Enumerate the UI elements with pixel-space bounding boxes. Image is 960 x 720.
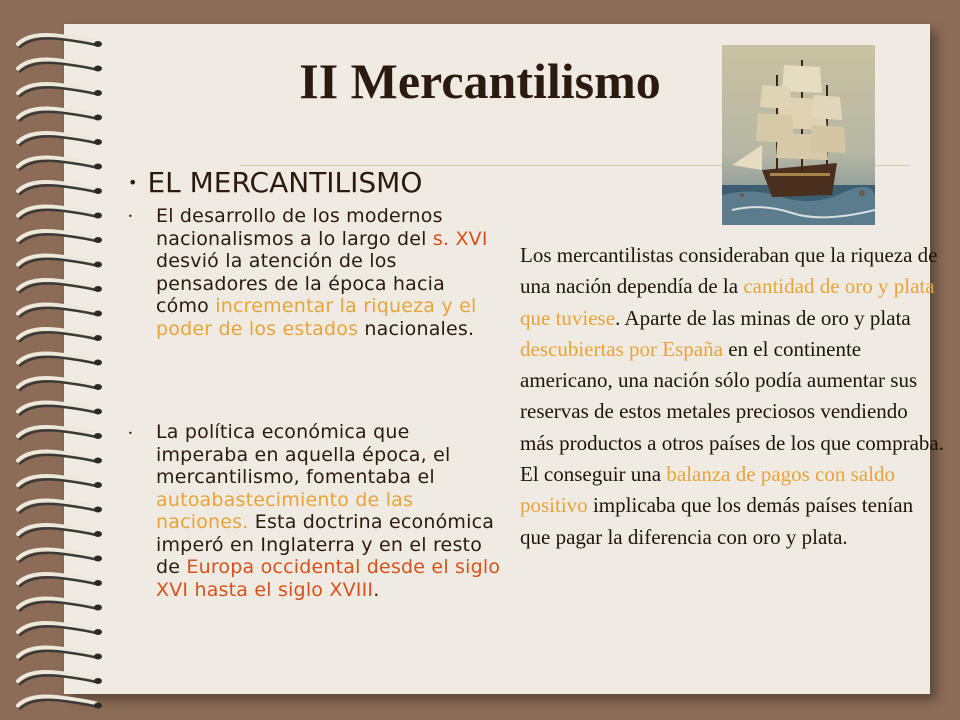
binding-hole bbox=[94, 41, 102, 47]
binding-hole bbox=[94, 335, 102, 341]
right-text: . Aparte de las minas de oro y plata bbox=[615, 305, 911, 330]
right-highlight: balanza de pagos con saldo positivo bbox=[520, 462, 895, 518]
section-heading bbox=[128, 166, 422, 199]
bullet-icon: • bbox=[128, 429, 133, 438]
binding-hole bbox=[94, 482, 102, 488]
binding-hole bbox=[94, 213, 102, 219]
binding-hole bbox=[94, 458, 102, 464]
binding-hole bbox=[94, 629, 102, 635]
binding-hole bbox=[94, 654, 102, 660]
para1-text: desvió la atención de los pensadores de la época hacia cómo bbox=[156, 250, 445, 317]
para1-century: s. XVI bbox=[432, 227, 488, 250]
slide-title: II Mercantilismo bbox=[299, 53, 661, 109]
paragraph-nacionalismos bbox=[156, 205, 501, 340]
binding-hole bbox=[94, 237, 102, 243]
para2-emphasis: Europa occidental desde el siglo XVI hasta el siglo XVIII bbox=[156, 556, 501, 601]
binding-hole bbox=[94, 580, 102, 586]
binding-hole bbox=[94, 678, 102, 684]
binding-hole bbox=[94, 409, 102, 415]
para1-text: nacionales. bbox=[358, 317, 475, 340]
binding-hole bbox=[94, 262, 102, 268]
para2-text: . bbox=[373, 578, 380, 601]
bullet-icon: • bbox=[128, 212, 133, 221]
right-highlight: descubiertas por España bbox=[520, 336, 723, 361]
bullet-icon: • bbox=[128, 173, 138, 192]
sailing-ship-image bbox=[722, 45, 875, 225]
binding-hole bbox=[94, 139, 102, 145]
binding-hole bbox=[94, 384, 102, 390]
binding-hole bbox=[94, 433, 102, 439]
binding-hole bbox=[94, 115, 102, 121]
binding-hole bbox=[94, 164, 102, 170]
binding-hole bbox=[94, 311, 102, 317]
right-text: Los mercantilistas consideraban que la riqueza de una nación dependía de la bbox=[520, 243, 938, 299]
binding-hole bbox=[94, 531, 102, 537]
paragraph-politica bbox=[156, 421, 501, 601]
binding-hole bbox=[94, 703, 102, 709]
para1-highlight: incrementar la riqueza y el poder de los estados bbox=[156, 295, 477, 340]
heading-text: EL MERCANTILISMO bbox=[147, 166, 423, 199]
binding-hole bbox=[94, 605, 102, 611]
binding-hole bbox=[94, 556, 102, 562]
para2-text: La política económica que imperaba en aquella época, el mercantilismo, fomentaba el bbox=[156, 421, 451, 488]
right-highlight: cantidad de oro y plata que tuviese bbox=[520, 274, 935, 330]
binding-hole bbox=[94, 360, 102, 366]
para1-text: El desarrollo de los modernos nacionalismos a lo largo del bbox=[156, 205, 443, 250]
right-text: en el continente americano, una nación sólo podía aumentar sus reservas de estos metales preciosos vendiendo más productos a otros países de los que compraba. bbox=[520, 336, 944, 455]
para2-highlight: autoabastecimiento de las naciones. bbox=[156, 488, 414, 533]
right-text: implicaba que los demás países tenían que pagar la diferencia con oro y plata. bbox=[520, 493, 914, 549]
mercantilistas-paragraph bbox=[520, 240, 945, 553]
right-text: El conseguir una bbox=[520, 462, 667, 487]
binding-hole bbox=[94, 286, 102, 292]
binding-hole bbox=[94, 188, 102, 194]
para2-text: Esta doctrina económica imperó en Inglaterra y en el resto de bbox=[156, 511, 495, 578]
binding-hole bbox=[94, 507, 102, 513]
